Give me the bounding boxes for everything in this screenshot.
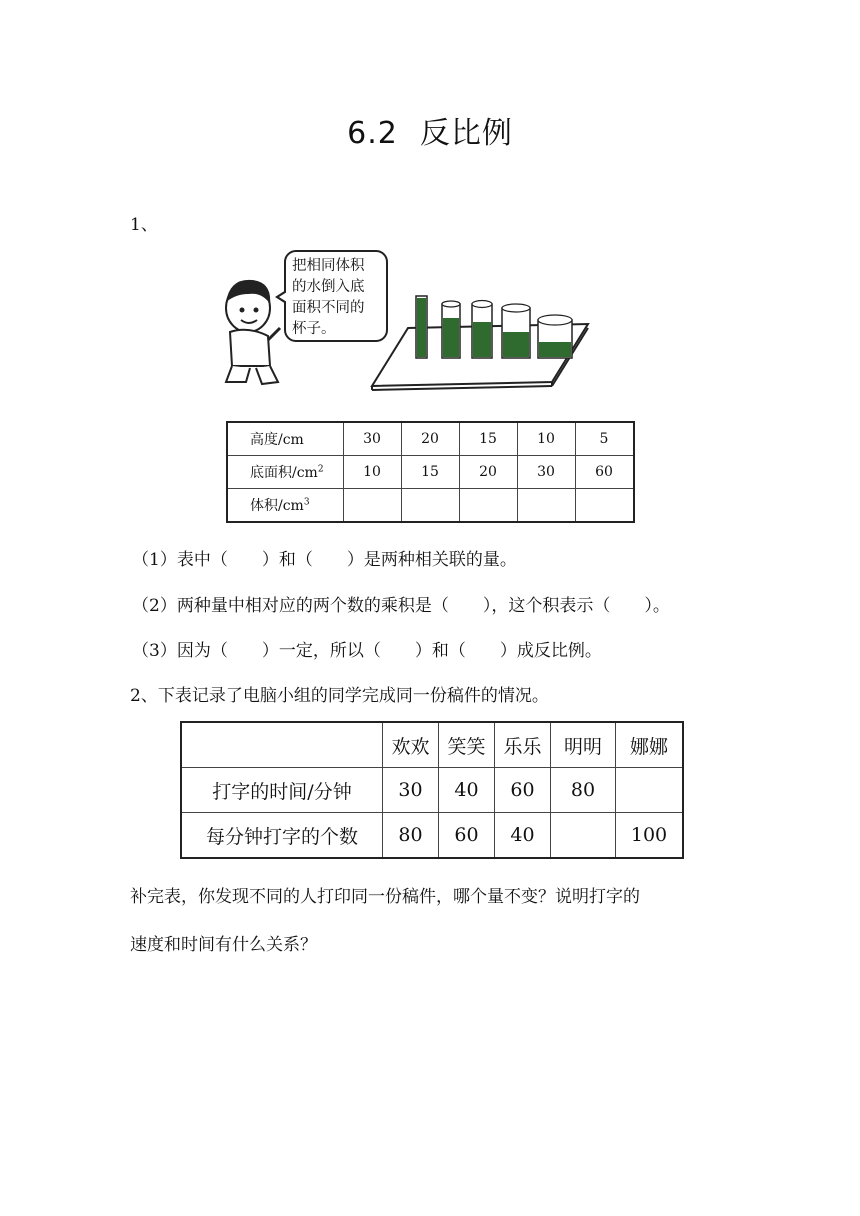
table-row [227, 456, 634, 489]
table-cell: 10 [343, 456, 401, 489]
q1-table [226, 421, 635, 523]
table-cell: 30 [383, 768, 439, 813]
column-header: 乐乐 [495, 722, 551, 768]
table-cell [459, 489, 517, 523]
boy-figure [216, 270, 286, 390]
section-title: 反比例 [419, 116, 513, 151]
table-cell: 20 [459, 456, 517, 489]
page-title [0, 108, 860, 152]
cups-on-tray [366, 284, 596, 394]
table-cell: 80 [383, 813, 439, 859]
table-cell [616, 768, 684, 813]
section-number: 6.2 [347, 116, 398, 151]
table-row [181, 813, 683, 859]
table-row [181, 768, 683, 813]
table-cell: 10 [517, 422, 575, 456]
table-cell: 100 [616, 813, 684, 859]
table-cell: 20 [401, 422, 459, 456]
table-cell: 40 [439, 768, 495, 813]
table-cell: 30 [517, 456, 575, 489]
column-header: 娜娜 [616, 722, 684, 768]
bubble-line: 把相同体积 [292, 258, 365, 274]
table-cell: 30 [343, 422, 401, 456]
table-cell: 60 [495, 768, 551, 813]
bubble-line: 的水倒入底 [292, 279, 365, 295]
sub-question-3: （3）因为（ ）一定，所以（ ）和（ ）成反比例。 [132, 641, 602, 661]
column-header: 欢欢 [383, 722, 439, 768]
column-header: 笑笑 [439, 722, 495, 768]
sub-question-2: （2）两种量中相对应的两个数的乘积是（ ），这个积表示（ ）。 [132, 596, 670, 616]
table-cell [517, 489, 575, 523]
table-cell: 60 [575, 456, 634, 489]
row-header: 每分钟打字的个数 [181, 813, 383, 859]
bubble-line: 杯子。 [292, 321, 336, 337]
q2-table [180, 721, 684, 859]
table-cell [551, 813, 616, 859]
question-1-label: 1、 [130, 215, 158, 235]
row-header: 高度/cm [227, 422, 343, 456]
column-header: 明明 [551, 722, 616, 768]
table-row [227, 422, 634, 456]
follow-up-line-1: 补完表，你发现不同的人打印同一份稿件，哪个量不变？说明打字的 [130, 887, 640, 907]
table-cell [343, 489, 401, 523]
cups-illustration [216, 250, 596, 395]
table-cell: 40 [495, 813, 551, 859]
table-cell: 15 [401, 456, 459, 489]
table-cell [575, 489, 634, 523]
row-header: 底面积$/cm^2$ [227, 456, 343, 489]
table-cell: 80 [551, 768, 616, 813]
row-header: 打字的时间/分钟 [181, 768, 383, 813]
table-cell: 60 [439, 813, 495, 859]
bubble-line: 面积不同的 [292, 300, 365, 316]
table-header-row [181, 722, 683, 768]
question-2-text: 2、下表记录了电脑小组的同学完成同一份稿件的情况。 [130, 686, 549, 706]
table-cell [401, 489, 459, 523]
column-header [181, 722, 383, 768]
table-row [227, 489, 634, 523]
follow-up-line-2: 速度和时间有什么关系？ [130, 935, 317, 955]
sub-question-1: （1）表中（ ）和（ ）是两种相关联的量。 [132, 550, 517, 570]
table-cell: 5 [575, 422, 634, 456]
table-cell: 15 [459, 422, 517, 456]
row-header: 体积$/cm^3$ [227, 489, 343, 523]
